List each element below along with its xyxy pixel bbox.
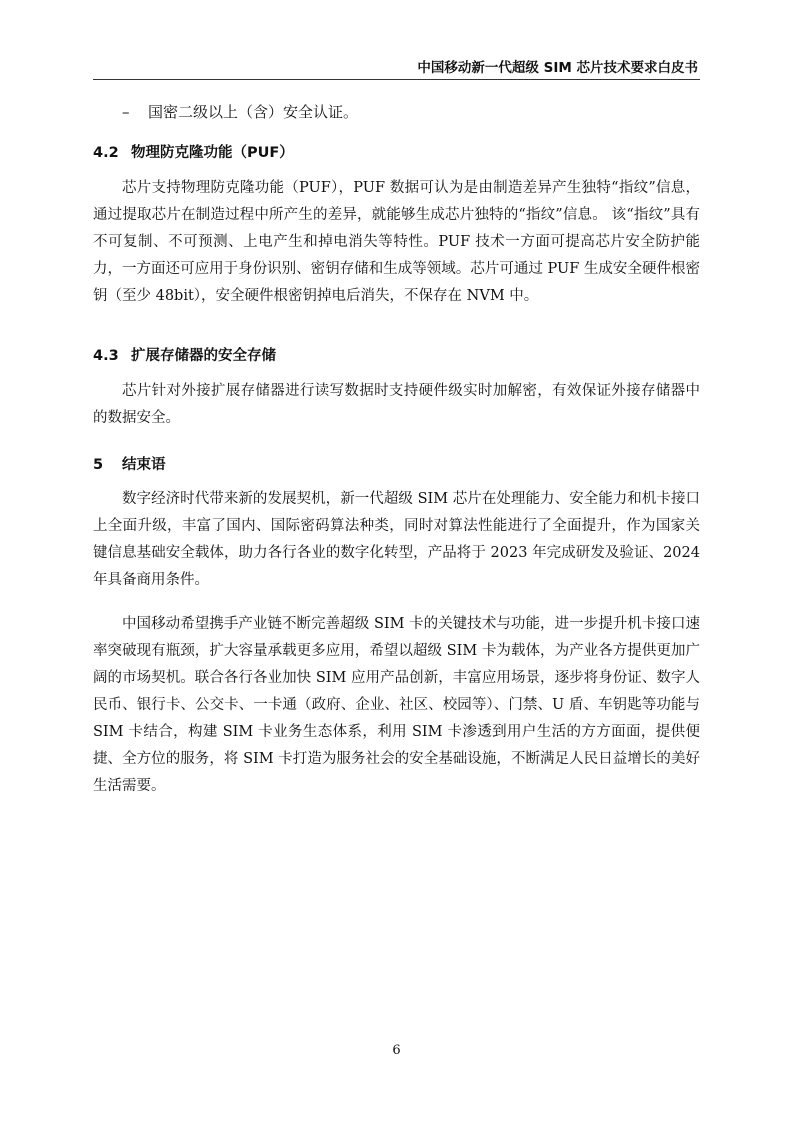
- section-title: 结束语: [122, 457, 166, 473]
- page-number: 6: [392, 1043, 401, 1058]
- bullet-dash: –: [122, 103, 130, 121]
- section-heading-5: [93, 453, 166, 474]
- section-heading-4-3: [93, 344, 276, 365]
- section-number: 4.2: [93, 145, 119, 161]
- section-title: 扩展存储器的安全存储: [131, 348, 276, 364]
- bullet-text: 国密二级以上（含）安全认证。: [148, 103, 359, 121]
- section-title: 物理防克隆功能（PUF）: [131, 145, 294, 161]
- section-heading-4-2: [93, 141, 294, 162]
- header-divider: [93, 79, 700, 80]
- bullet-item: [122, 101, 358, 122]
- paragraph-puf: 芯片支持物理防克隆功能（PUF），PUF 数据可认为是由制造差异产生独特“指纹”信息，通过提取芯片在制造过程中所产生的差异，就能够生成芯片独特的“指纹”信息。 该“指纹”具有不可复制、不可预测、上电产生和掉电消失等特性。PUF 技术一方面可提高芯片安全防护能力，一方面还可应用于身份识别、密钥存储和生成等领域。芯片可通过 PUF 生成安全硬件根密钥（至少 48bit），安全硬件根密钥掉电后消失，不保存在 NVM 中。: [93, 180, 700, 304]
- section-number: 4.3: [93, 348, 119, 364]
- paragraph-conclusion-2: 中国移动希望携手产业链不断完善超级 SIM 卡的关键技术与功能，进一步提升机卡接口速率突破现有瓶颈，扩大容量承载更多应用，希望以超级 SIM 卡为载体，为产业各方提供更加广阔的市场契机。联合各行各业加快 SIM 应用产品创新，丰富应用场景，逐步将身份证、数字人民币、银行卡、公交卡、一卡通（政府、企业、社区、校园等）、门禁、U 盾、车钥匙等功能与 SIM 卡结合，构建 SIM 卡业务生态体系，利用 SIM 卡渗透到用户生活的方方面面，提供便捷、全方位的服务，将 SIM 卡打造为服务社会的安全基础设施，不断满足人民日益增长的美好生活需要。: [93, 616, 700, 794]
- running-header-title: 中国移动新一代超级 SIM 芯片技术要求白皮书: [417, 60, 698, 76]
- paragraph-secure-storage: 芯片针对外接扩展存储器进行读写数据时支持硬件级实时加解密，有效保证外接存储器中的数据安全。: [93, 383, 700, 426]
- paragraph-conclusion-1: 数字经济时代带来新的发展契机，新一代超级 SIM 芯片在处理能力、安全能力和机卡接口上全面升级，丰富了国内、国际密码算法种类，同时对算法性能进行了全面提升，作为国家关键信息基础安全载体，助力各行各业的数字化转型，产品将于 2023 年完成研发及验证、2024 年具备商用条件。: [93, 491, 700, 588]
- section-number: 5: [93, 457, 104, 473]
